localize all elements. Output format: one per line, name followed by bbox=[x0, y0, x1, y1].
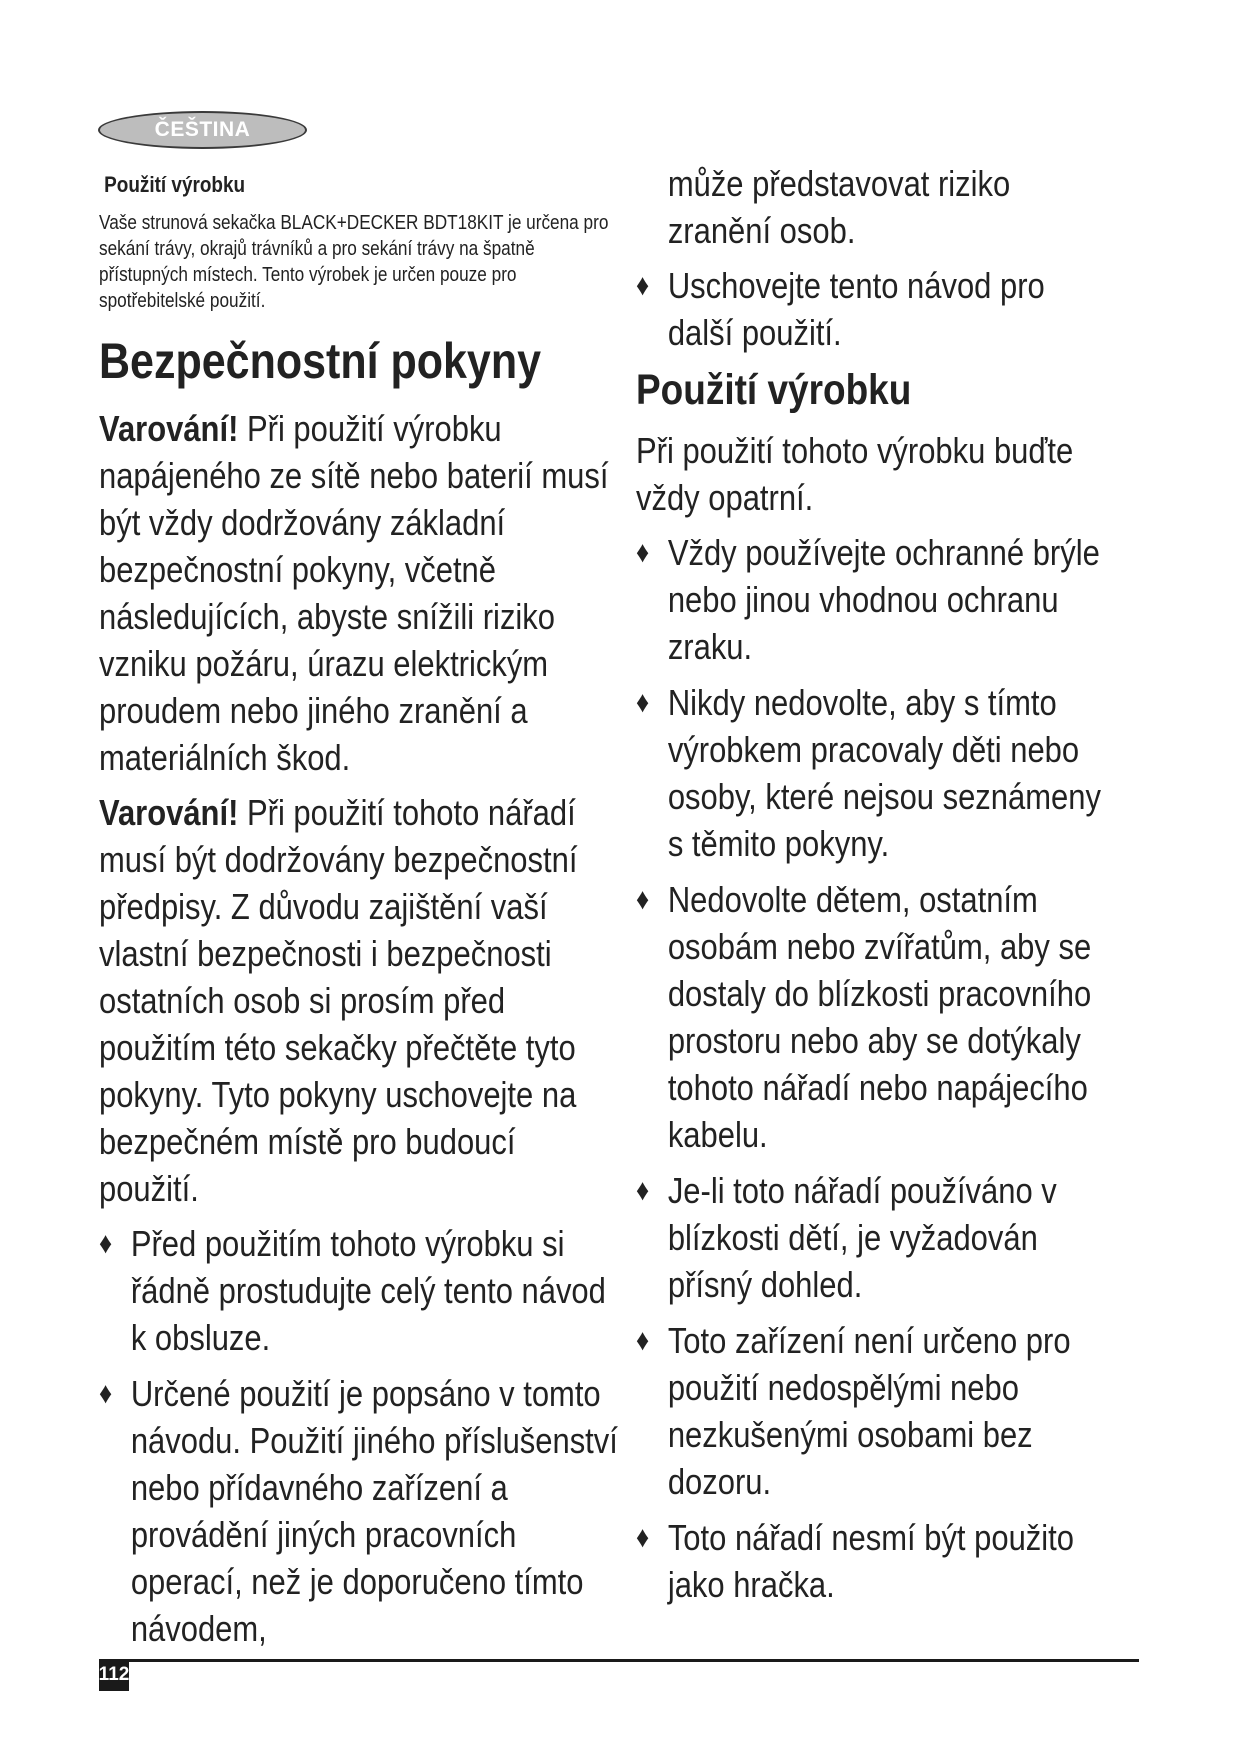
diamond-bullet-icon: ♦ bbox=[636, 685, 650, 719]
usage-bullet-list bbox=[636, 529, 1118, 1608]
page-number bbox=[99, 1659, 129, 1691]
list-item bbox=[636, 876, 1118, 1158]
diamond-bullet-icon: ♦ bbox=[99, 1227, 113, 1261]
warning-paragraph-2 bbox=[99, 789, 619, 1212]
keep-manual-list bbox=[636, 262, 1118, 356]
language-tab-label: ČEŠTINA bbox=[154, 118, 251, 141]
intended-use-heading: Použití výrobku bbox=[104, 172, 246, 197]
list-item bbox=[636, 1514, 1118, 1608]
list-item-text: Toto nářadí nesmí být použito jako hračka. bbox=[667, 1516, 1074, 1605]
page-number-label: 112 bbox=[98, 1664, 130, 1685]
warning-text: Při použití výrobku napájeného ze sítě nebo baterií musí být vždy dodržovány základní bezpečnostní pokyny, včetně následujících, abyste snížili riziko vzniku požáru, úrazu elektrickým proudem nebo jiného zranění a materiálních škod. bbox=[99, 408, 609, 779]
left-column bbox=[99, 168, 619, 1661]
warning-label: Varování! bbox=[99, 408, 239, 450]
diamond-bullet-icon: ♦ bbox=[636, 269, 650, 302]
right-column bbox=[636, 163, 1118, 1617]
diamond-bullet-icon: ♦ bbox=[99, 1377, 113, 1411]
footer-divider bbox=[99, 1659, 1139, 1662]
list-item-text: Toto zařízení není určeno pro použití nedospělými nebo nezkušenými osobami bez dozoru. bbox=[667, 1319, 1071, 1502]
list-item bbox=[99, 1220, 619, 1361]
diamond-bullet-icon: ♦ bbox=[636, 882, 650, 916]
diamond-bullet-icon: ♦ bbox=[636, 1323, 650, 1357]
diamond-bullet-icon: ♦ bbox=[636, 1173, 650, 1207]
warning-text: Při použití tohoto nářadí musí být dodržovány bezpečnostní předpisy. Z důvodu zajištění vaší vlastní bezpečnosti i bezpečnosti ostatních osob si prosím před použitím této sekačky přečtěte tyto pokyny. Tyto pokyny uschovejte na bezpečném místě pro budoucí použití. bbox=[99, 792, 578, 1210]
diamond-bullet-icon: ♦ bbox=[636, 535, 650, 569]
list-item-text: Nedovolte dětem, ostatním osobám nebo zvířatům, aby se dostaly do blízkosti pracovního prostoru nebo aby se dotýkaly tohoto nářadí nebo napájecího kabelu. bbox=[667, 878, 1092, 1155]
list-item-text: Vždy používejte ochranné brýle nebo jinou vhodnou ochranu zraku. bbox=[667, 531, 1100, 667]
list-item-text: Určené použití je popsáno v tomto návodu. Použití jiného příslušenství nebo přídavného zařízení a provádění jiných pracovních operací, než je doporučeno tímto návodem, bbox=[130, 1373, 618, 1650]
continued-bullet-text: může představovat riziko zranění osob. bbox=[667, 163, 1011, 251]
diamond-bullet-icon: ♦ bbox=[636, 1520, 650, 1554]
intended-use-text: Vaše strunová sekačka BLACK+DECKER BDT18KIT je určena pro sekání trávy, okrajů trávníků a pro sekání trávy na špatně přístupných místech. Tento výrobek je určen pouze pro spotřebitelské použití. bbox=[99, 212, 609, 313]
list-item bbox=[636, 679, 1118, 867]
list-item-text: Uschovejte tento návod pro další použití. bbox=[667, 265, 1045, 353]
list-item-text: Před použitím tohoto výrobku si řádně prostudujte celý tento návod k obsluze. bbox=[130, 1223, 606, 1359]
list-item-text: Je-li toto nářadí používáno v blízkosti dětí, je vyžadován přísný dohled. bbox=[667, 1169, 1057, 1305]
usage-heading: Použití výrobku bbox=[636, 366, 912, 414]
safety-heading: Bezpečnostní pokyny bbox=[99, 333, 542, 390]
warning-label: Varování! bbox=[99, 792, 239, 834]
list-item-text: Nikdy nedovolte, aby s tímto výrobkem pracovaly děti nebo osoby, které nejsou seznámeny s těmito pokyny. bbox=[667, 681, 1101, 864]
warning-paragraph-1 bbox=[99, 405, 619, 781]
list-item bbox=[636, 1317, 1118, 1505]
list-item bbox=[636, 1167, 1118, 1308]
language-tab bbox=[98, 111, 307, 149]
usage-intro: Při použití tohoto výrobku buďte vždy opatrní. bbox=[636, 429, 1074, 518]
list-item bbox=[636, 262, 1118, 356]
list-item bbox=[636, 529, 1118, 670]
list-item bbox=[99, 1370, 619, 1652]
safety-bullet-list bbox=[99, 1220, 619, 1652]
